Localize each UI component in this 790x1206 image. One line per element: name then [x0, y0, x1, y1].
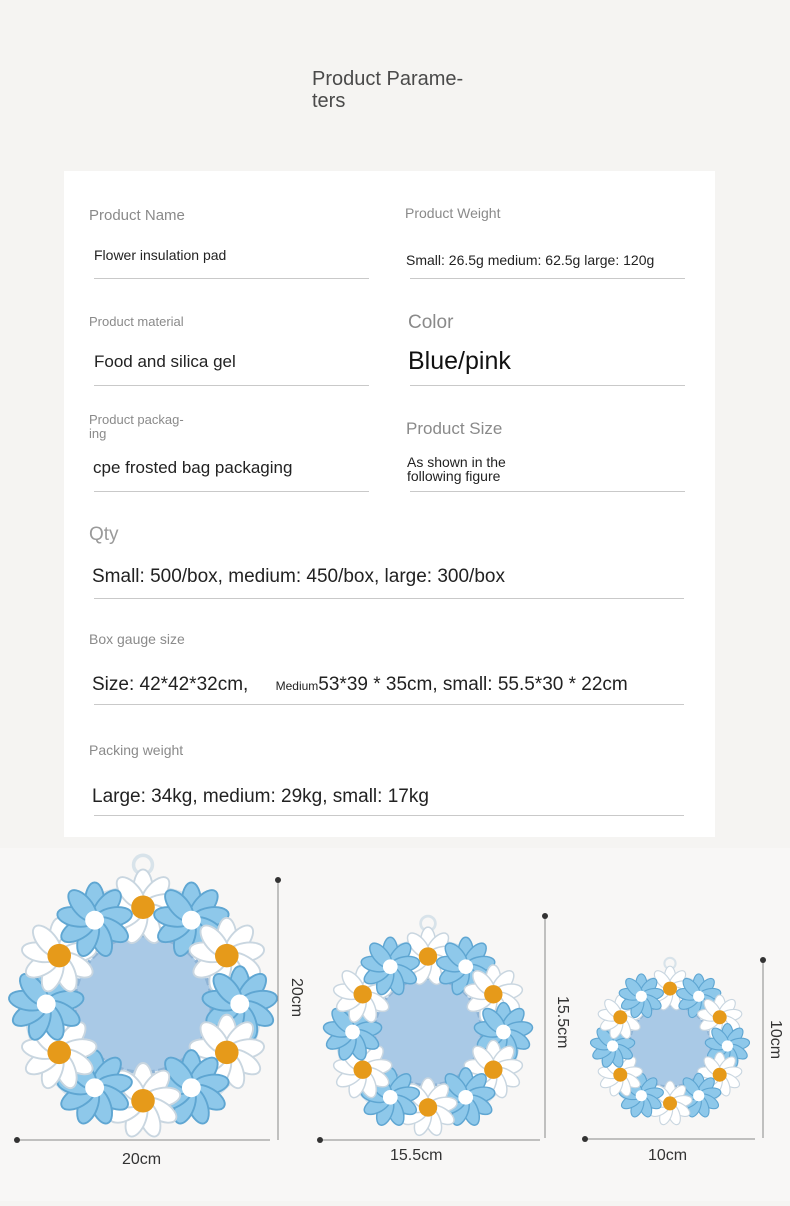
product-packaging-label: Product packag- ing [89, 412, 184, 441]
large-width-label: 20cm [122, 1151, 162, 1168]
product-material-label: Product material [89, 314, 184, 329]
product-name-value: Flower insulation pad [94, 247, 227, 263]
product-size-value: As shown in the following figure [407, 454, 506, 484]
product-size-photo [0, 848, 790, 1201]
divider [94, 385, 369, 386]
box-size-large: Size: 42*42*32cm, [92, 674, 249, 695]
divider [94, 815, 684, 816]
divider [410, 491, 685, 492]
box-gauge-value [92, 674, 628, 696]
box-size-medium-tag: Medium [275, 679, 319, 693]
divider [94, 491, 369, 492]
qty-label: Qty [89, 524, 119, 545]
box-size-rest: 53*39 * 35cm, small: 55.5*30 * 22cm [318, 674, 628, 695]
divider [94, 278, 369, 279]
medium-pad-image [322, 916, 533, 1138]
divider [410, 385, 685, 386]
parameters-card [64, 171, 715, 837]
product-size-label: Product Size [406, 419, 503, 438]
product-packaging-value: cpe frosted bag packaging [93, 458, 293, 477]
small-pad-image [590, 958, 751, 1127]
medium-height-label: 15.5cm [554, 996, 571, 1049]
large-pad-image [7, 855, 278, 1139]
packing-weight-label: Packing weight [89, 742, 184, 758]
color-value: Blue/pink [408, 347, 511, 375]
product-material-value: Food and silica gel [94, 352, 236, 371]
box-gauge-label: Box gauge size [89, 631, 185, 647]
divider [94, 704, 684, 705]
qty-value: Small: 500/box, medium: 450/box, large: 300/box [92, 566, 505, 587]
color-label: Color [408, 312, 454, 333]
product-name-label: Product Name [89, 207, 185, 224]
packing-weight-value: Large: 34kg, medium: 29kg, small: 17kg [92, 786, 429, 807]
small-height-label: 10cm [767, 1020, 784, 1060]
medium-width-label: 15.5cm [390, 1147, 443, 1164]
page-title: Product Parame- ters [312, 68, 464, 112]
large-height-label: 20cm [288, 978, 305, 1018]
product-weight-label: Product Weight [405, 205, 501, 221]
product-weight-value: Small: 26.5g medium: 62.5g large: 120g [406, 252, 655, 268]
small-width-label: 10cm [648, 1147, 688, 1164]
divider [410, 278, 685, 279]
divider [94, 598, 684, 599]
